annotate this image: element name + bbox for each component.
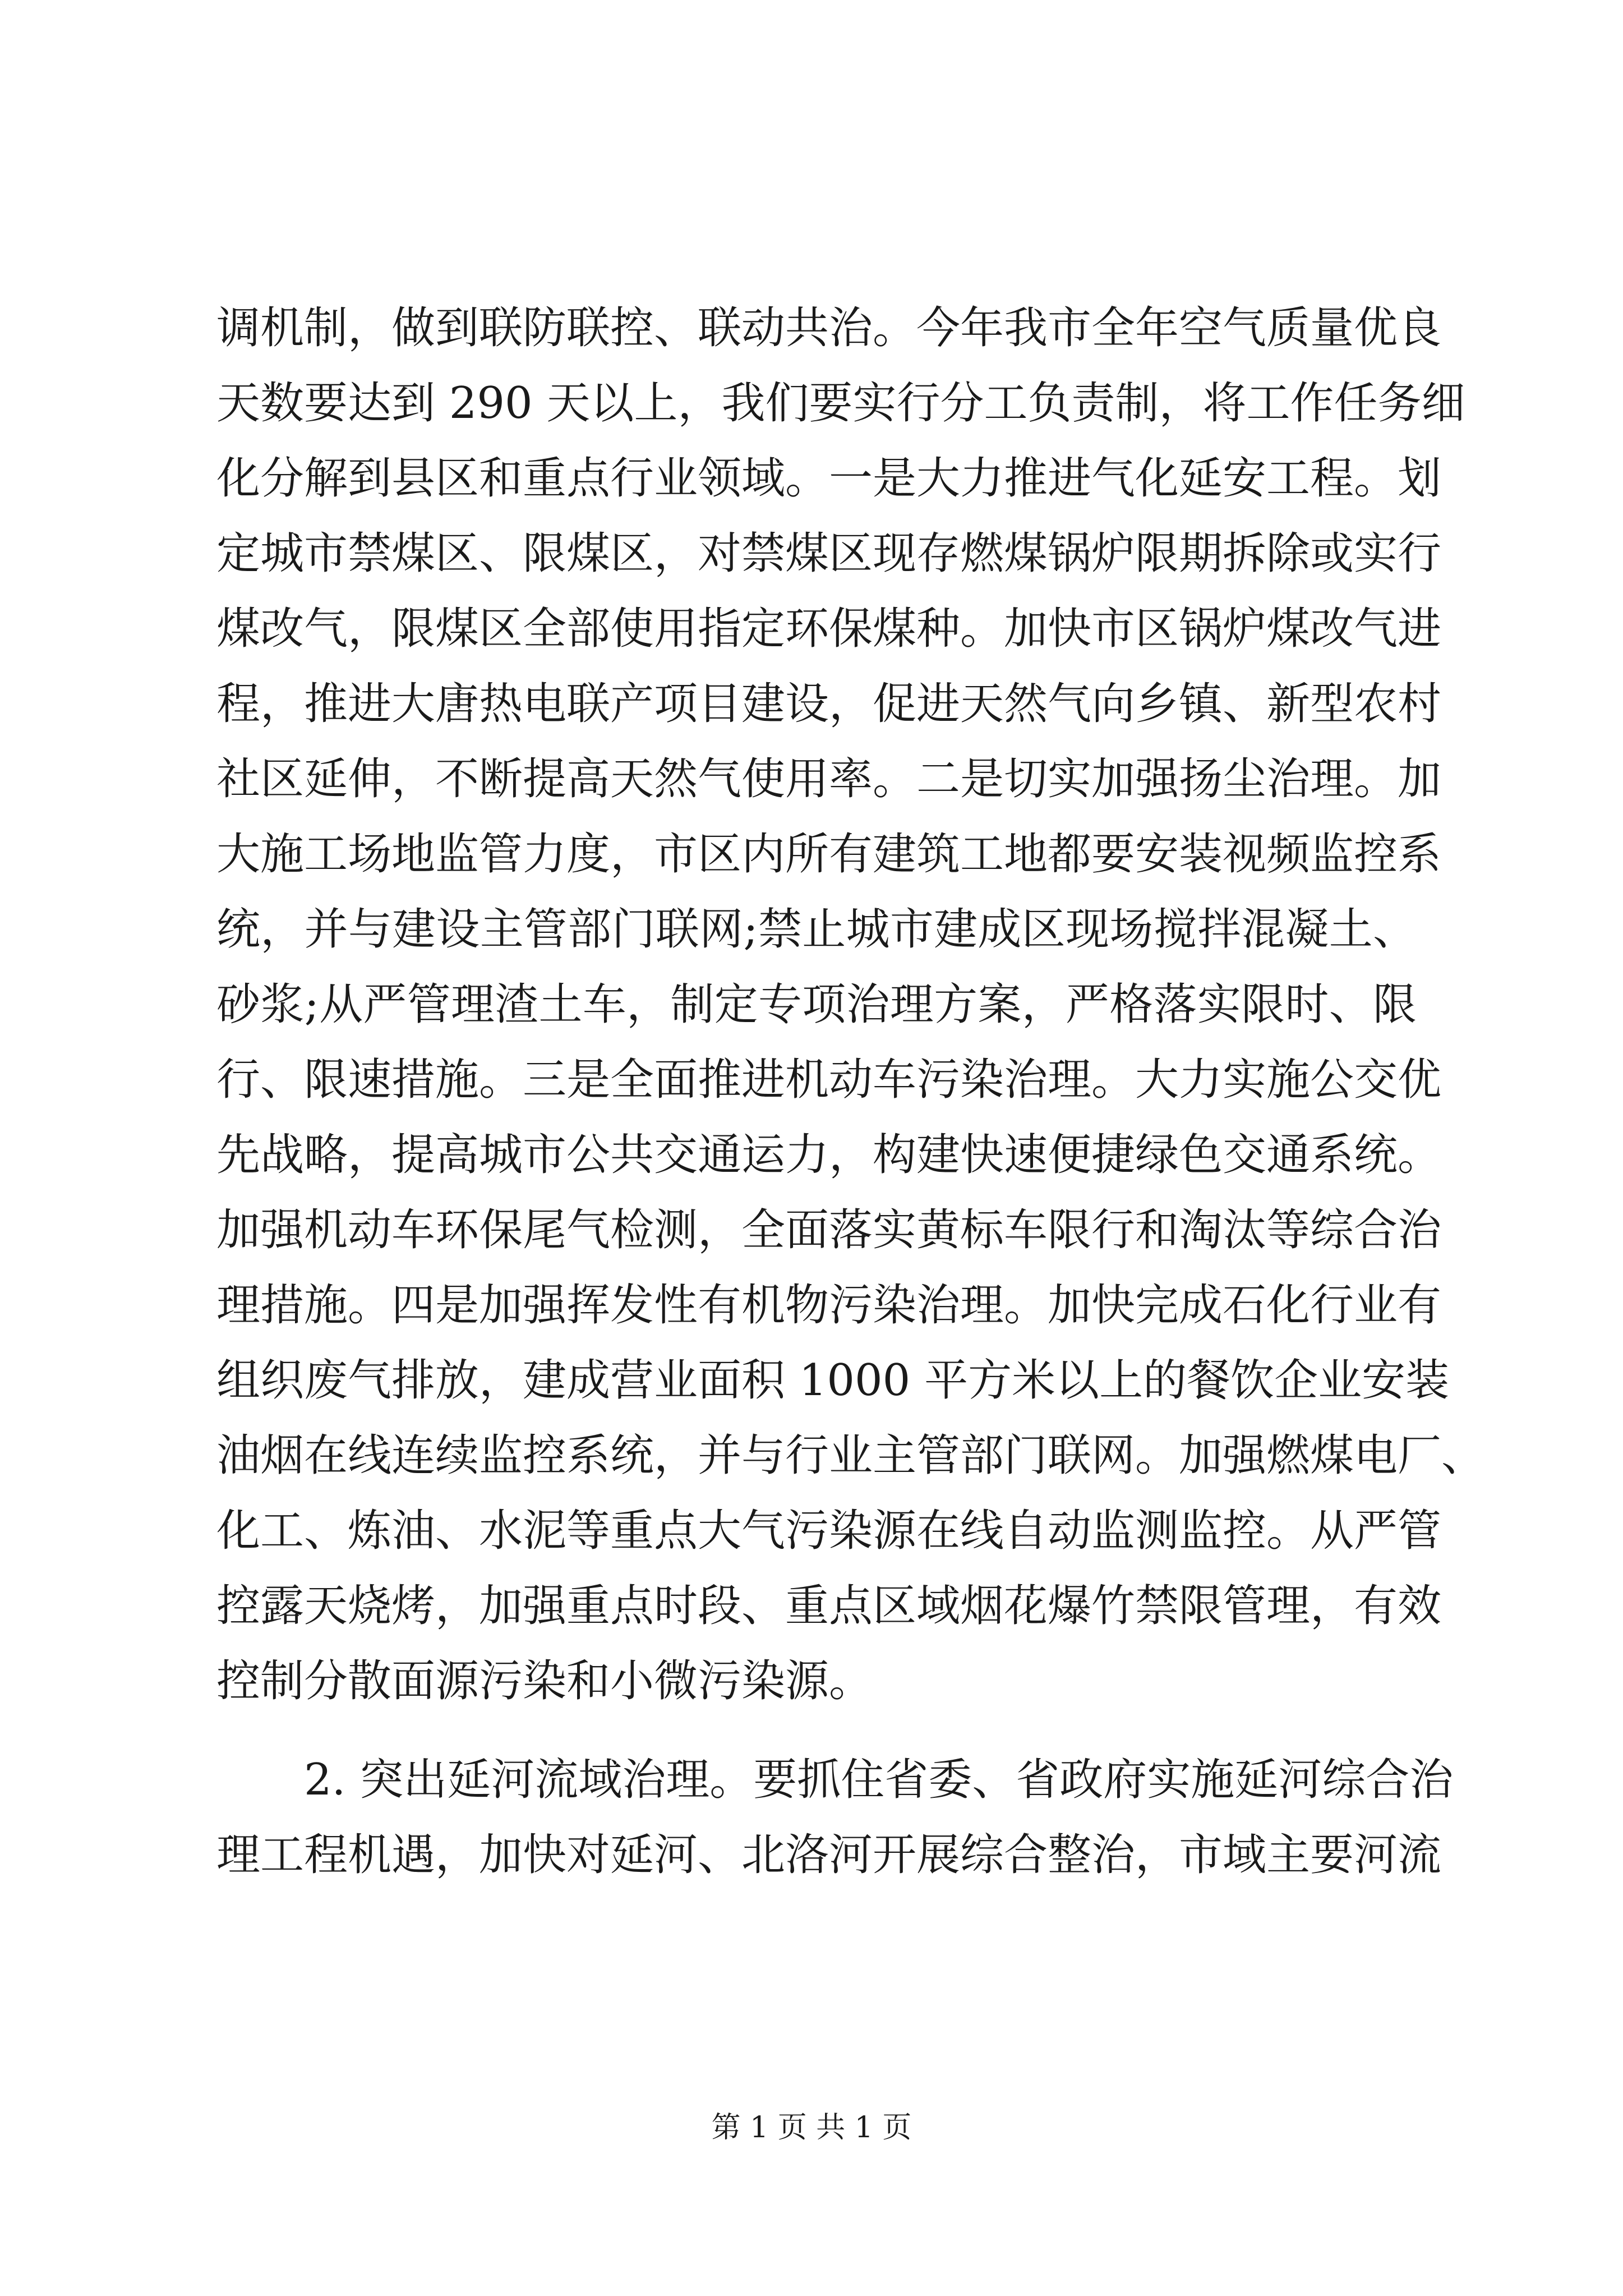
text-line: 2. 突出延河流域治理。要抓住省委、省政府实施延河综合治 <box>304 1755 1454 1805</box>
text-line: 统，并与建设主管部门联网;禁止城市建成区现场搅拌混凝土、 <box>216 904 1417 955</box>
text-line: 天数要达到 290 天以上，我们要实行分工负责制，将工作任务细 <box>216 378 1465 429</box>
text-line: 化分解到县区和重点行业领域。一是大力推进气化延安工程。划 <box>216 453 1442 504</box>
text-line: 砂浆;从严管理渣土车，制定专项治理方案，严格落实限时、限 <box>216 979 1417 1030</box>
text-line: 理措施。四是加强挥发性有机物污染治理。加快完成石化行业有 <box>216 1280 1442 1331</box>
text-line: 调机制，做到联防联控、联动共治。今年我市全年空气质量优良 <box>216 303 1442 353</box>
text-line: 控制分散面源污染和小微污染源。 <box>216 1656 873 1706</box>
text-line: 理工程机遇，加快对延河、北洛河开展综合整治，市域主要河流 <box>216 1830 1442 1880</box>
paragraph-gap <box>216 1719 1417 1742</box>
text-line: 油烟在线连续监控系统，并与行业主管部门联网。加强燃煤电厂、 <box>216 1430 1486 1481</box>
text-line: 行、限速措施。三是全面推进机动车污染治理。大力实施公交优 <box>216 1055 1442 1105</box>
text-line: 定城市禁煤区、限煤区，对禁煤区现存燃煤锅炉限期拆除或实行 <box>216 528 1442 579</box>
text-line: 加强机动车环保尾气检测，全面落实黄标车限行和淘汰等综合治 <box>216 1205 1442 1255</box>
page-number-footer: 第 1 页 共 1 页 <box>711 2111 912 2145</box>
text-line: 大施工场地监管力度，市区内所有建筑工地都要安装视频监控系 <box>216 829 1442 880</box>
text-line: 先战略，提高城市公共交通运力，构建快速便捷绿色交通系统。 <box>216 1130 1442 1180</box>
text-line: 组织废气排放，建成营业面积 1000 平方米以上的餐饮企业安装 <box>216 1355 1450 1406</box>
text-line: 程，推进大唐热电联产项目建设，促进天然气向乡镇、新型农村 <box>216 679 1442 729</box>
text-line: 煤改气，限煤区全部使用指定环保煤种。加快市区锅炉煤改气进 <box>216 604 1442 654</box>
document-body <box>216 291 1486 1893</box>
paragraph <box>216 291 1486 1719</box>
text-line: 化工、炼油、水泥等重点大气污染源在线自动监测监控。从严管 <box>216 1506 1442 1556</box>
text-line: 社区延伸，不断提高天然气使用率。二是切实加强扬尘治理。加 <box>216 754 1442 804</box>
paragraph <box>216 1742 1454 1893</box>
text-line: 控露天烧烤，加强重点时段、重点区域烟花爆竹禁限管理，有效 <box>216 1581 1442 1631</box>
